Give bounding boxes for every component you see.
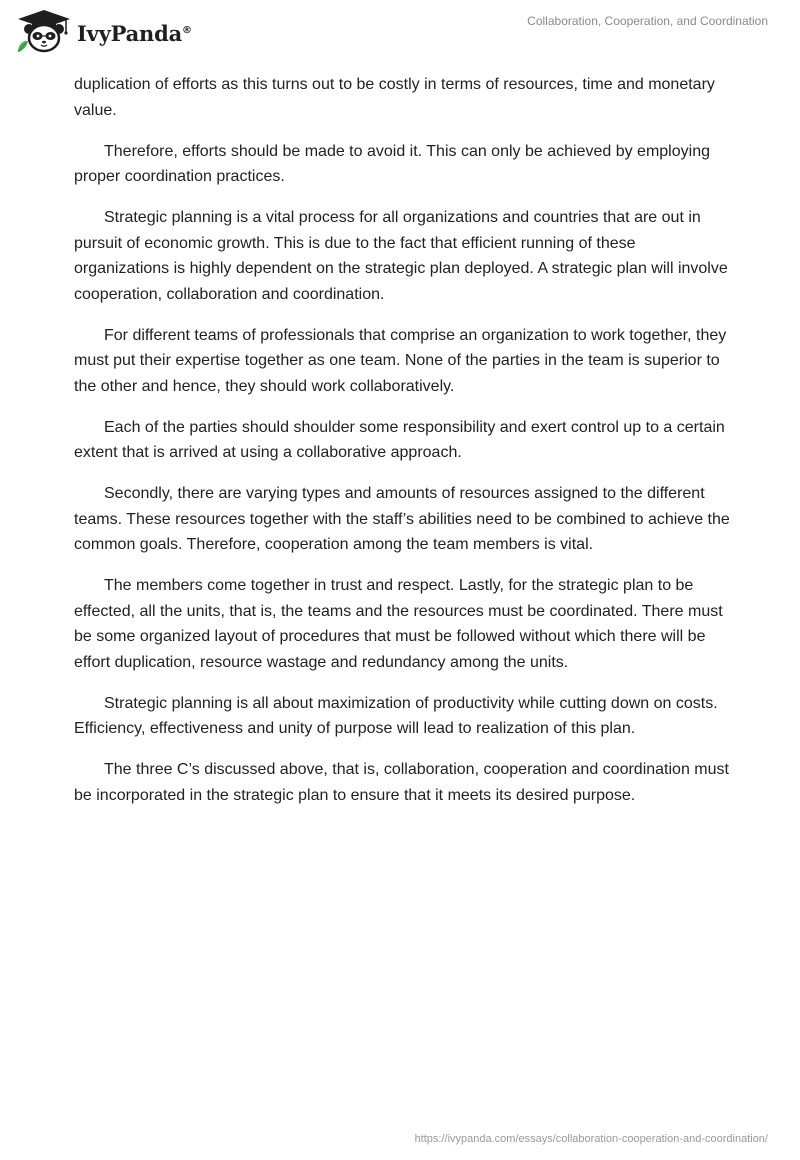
essay-body — [74, 72, 734, 824]
paragraph-5: Each of the parties should shoulder some responsibility and exert control up to a certain extent that is arrived at using a collaborative approach. — [74, 418, 725, 461]
paragraph-1: duplication of efforts as this turns out to be costly in terms of resources, time and monetary value. — [74, 76, 715, 119]
paragraph-7: The members come together in trust and respect. Lastly, for the strategic plan to be effected, all the units, that is, the teams and the resources must be coordinated. There must be some organized layout of procedures that must be followed without which there will be effort duplication, resource wastage and redundancy among the units. — [74, 577, 723, 671]
page-header — [0, 0, 800, 64]
registered-mark: ® — [182, 24, 192, 36]
panda-graduate-icon — [14, 8, 74, 54]
paragraph-3: Strategic planning is a vital process for all organizations and countries that are out in pursuit of economic growth. This is due to the fact that efficient running of these organizations is highly dependent on the strategic plan deployed. A strategic plan will involve cooperation, collaboration and coordination. — [74, 209, 728, 303]
paragraph-9: The three C’s discussed above, that is, collaboration, cooperation and coordination must be incorporated in the strategic plan to ensure that it meets its desired purpose. — [74, 761, 729, 804]
paragraph-4: For different teams of professionals that comprise an organization to work together, they must put their expertise together as one team. None of the parties in the team is superior to the other and hence, they should work collaboratively. — [74, 326, 727, 395]
paragraph-8: Strategic planning is all about maximization of productivity while cutting down on costs. Efficiency, effectiveness and unity of purpose will lead to realization of this plan. — [74, 694, 718, 737]
paragraph-6: Secondly, there are varying types and amounts of resources assigned to the different teams. These resources together with the staff’s abilities need to be combined to achieve the common goals. Therefore, cooperation among the team members is vital. — [74, 485, 730, 553]
brand-name: IvyPanda® — [77, 20, 192, 46]
document-title: Collaboration, Cooperation, and Coordination — [527, 14, 768, 28]
brand-logo[interactable] — [14, 8, 192, 54]
source-url[interactable]: https://ivypanda.com/essays/collaboration-cooperation-and-coordination/ — [414, 1133, 768, 1145]
paragraph-2: Therefore, efforts should be made to avoid it. This can only be achieved by employing proper coordination practices. — [74, 142, 710, 185]
